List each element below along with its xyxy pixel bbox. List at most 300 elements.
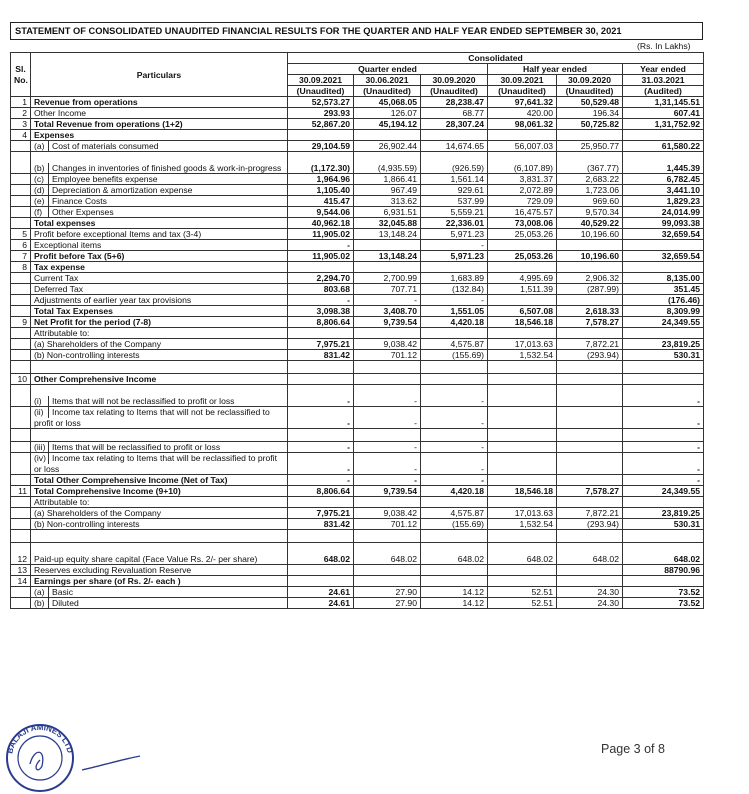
row-value-col-2 xyxy=(421,576,488,587)
row-label: Items that will be reclassified to profit or loss xyxy=(52,442,221,452)
row-value-col-2: 4,575.87 xyxy=(421,508,488,519)
year-ended-header: Year ended xyxy=(623,64,704,75)
row-value-col-5: - xyxy=(623,453,704,475)
row-value-col-4 xyxy=(557,240,623,251)
row-value-col-4: 2,618.33 xyxy=(557,306,623,317)
row-particulars xyxy=(31,141,288,152)
table-row xyxy=(11,207,704,218)
row-value-col-1 xyxy=(354,328,421,339)
row-value-col-4: 24.30 xyxy=(557,587,623,598)
row-value-col-5 xyxy=(623,530,704,543)
row-value-col-0: - xyxy=(288,453,354,475)
row-value-col-1 xyxy=(354,130,421,141)
row-value-col-2 xyxy=(421,262,488,273)
table-row xyxy=(11,497,704,508)
row-value-col-5: 32,659.54 xyxy=(623,229,704,240)
row-value-col-3: 98,061.32 xyxy=(488,119,557,130)
row-value-col-0 xyxy=(288,576,354,587)
row-particulars xyxy=(31,442,288,453)
row-particulars xyxy=(31,262,288,273)
table-row xyxy=(11,339,704,350)
row-value-col-1 xyxy=(354,374,421,385)
row-sub-index: (b) xyxy=(34,163,49,174)
row-sl-no xyxy=(11,185,31,196)
row-value-col-5: 23,819.25 xyxy=(623,339,704,350)
row-value-col-2: - xyxy=(421,442,488,453)
row-value-col-4 xyxy=(557,565,623,576)
row-value-col-1: 967.49 xyxy=(354,185,421,196)
row-value-col-0: 7,975.21 xyxy=(288,339,354,350)
row-label: Earnings per share (of Rs. 2/- each ) xyxy=(34,576,181,586)
row-sl-no: 8 xyxy=(11,262,31,273)
row-sub-index: (iv) xyxy=(34,453,49,464)
table-row xyxy=(11,385,704,407)
table-row xyxy=(11,97,704,108)
units-label: (Rs. In Lakhs) xyxy=(637,41,691,51)
row-sl-no xyxy=(11,385,31,407)
table-row xyxy=(11,317,704,328)
row-value-col-1: (4,935.59) xyxy=(354,152,421,174)
table-row xyxy=(11,284,704,295)
row-value-col-5 xyxy=(623,240,704,251)
table-row xyxy=(11,229,704,240)
row-label: Tax expense xyxy=(34,262,85,272)
row-value-col-1 xyxy=(354,576,421,587)
row-value-col-1 xyxy=(354,530,421,543)
row-value-col-3 xyxy=(488,385,557,407)
row-label: Adjustments of earlier year tax provisions xyxy=(34,295,192,305)
row-sl-no xyxy=(11,429,31,442)
table-row xyxy=(11,350,704,361)
row-sl-no xyxy=(11,587,31,598)
row-value-col-0 xyxy=(288,497,354,508)
row-sl-no xyxy=(11,196,31,207)
row-particulars xyxy=(31,273,288,284)
row-value-col-1: 27.90 xyxy=(354,587,421,598)
row-sl-no: 1 xyxy=(11,97,31,108)
row-label: Changes in inventories of finished goods & work-in-progress xyxy=(52,162,282,173)
row-value-col-1: 13,148.24 xyxy=(354,229,421,240)
row-value-col-5: - xyxy=(623,475,704,486)
row-value-col-3: 18,546.18 xyxy=(488,317,557,328)
row-value-col-4 xyxy=(557,262,623,273)
row-value-col-4: 10,196.60 xyxy=(557,251,623,262)
row-label: Other Income xyxy=(34,108,87,118)
row-value-col-3 xyxy=(488,328,557,339)
row-value-col-0: 24.61 xyxy=(288,587,354,598)
row-value-col-2: - xyxy=(421,475,488,486)
row-value-col-4: 9,570.34 xyxy=(557,207,623,218)
row-label: Profit before exceptional Items and tax (3-4) xyxy=(34,229,202,239)
row-value-col-3: 56,007.03 xyxy=(488,141,557,152)
table-row xyxy=(11,508,704,519)
row-value-col-4 xyxy=(557,530,623,543)
row-value-col-3: 25,053.26 xyxy=(488,251,557,262)
table-row xyxy=(11,174,704,185)
row-value-col-5: 61,580.22 xyxy=(623,141,704,152)
row-value-col-4: 40,529.22 xyxy=(557,218,623,229)
row-particulars xyxy=(31,295,288,306)
row-particulars xyxy=(31,350,288,361)
row-value-col-4: 969.60 xyxy=(557,196,623,207)
row-value-col-2: 1,561.14 xyxy=(421,174,488,185)
row-sl-no: 5 xyxy=(11,229,31,240)
row-value-col-1: 2,700.99 xyxy=(354,273,421,284)
row-value-col-5: 648.02 xyxy=(623,543,704,565)
row-label: Total expenses xyxy=(34,218,96,228)
company-stamp xyxy=(2,718,78,794)
row-value-col-2: 22,336.01 xyxy=(421,218,488,229)
row-value-col-1: - xyxy=(354,385,421,407)
row-value-col-0: 648.02 xyxy=(288,543,354,565)
row-particulars xyxy=(31,497,288,508)
row-sl-no xyxy=(11,207,31,218)
row-sl-no xyxy=(11,273,31,284)
row-particulars xyxy=(31,453,288,475)
row-particulars xyxy=(31,229,288,240)
row-value-col-5: 3,441.10 xyxy=(623,185,704,196)
table-row xyxy=(11,130,704,141)
row-value-col-5 xyxy=(623,429,704,442)
row-particulars xyxy=(31,97,288,108)
row-value-col-1: 648.02 xyxy=(354,543,421,565)
row-value-col-2: - xyxy=(421,453,488,475)
row-value-col-3 xyxy=(488,576,557,587)
row-value-col-4 xyxy=(557,475,623,486)
row-value-col-0: 831.42 xyxy=(288,350,354,361)
row-value-col-3: 4,995.69 xyxy=(488,273,557,284)
row-particulars xyxy=(31,385,288,407)
table-row xyxy=(11,407,704,429)
row-value-col-5 xyxy=(623,361,704,374)
row-value-col-5: - xyxy=(623,385,704,407)
table-row xyxy=(11,119,704,130)
row-value-col-1: 13,148.24 xyxy=(354,251,421,262)
row-value-col-3: 3,831.37 xyxy=(488,174,557,185)
row-value-col-1: - xyxy=(354,453,421,475)
row-value-col-2: (155.69) xyxy=(421,350,488,361)
row-value-col-5: 73.52 xyxy=(623,587,704,598)
row-value-col-0: - xyxy=(288,295,354,306)
table-row xyxy=(11,240,704,251)
table-row xyxy=(11,475,704,486)
row-value-col-5: 607.41 xyxy=(623,108,704,119)
row-particulars xyxy=(31,218,288,229)
row-value-col-3: 420.00 xyxy=(488,108,557,119)
row-value-col-4: 648.02 xyxy=(557,543,623,565)
quarter-ended-header: Quarter ended xyxy=(288,64,488,75)
row-value-col-4 xyxy=(557,453,623,475)
row-value-col-2 xyxy=(421,530,488,543)
row-value-col-0: 8,806.64 xyxy=(288,486,354,497)
column-status-4: (Unaudited) xyxy=(557,86,623,97)
row-label: Deferred Tax xyxy=(34,284,84,294)
row-label: Finance Costs xyxy=(52,196,107,206)
svg-text:BALAJI AMINES LTD: BALAJI AMINES LTD xyxy=(5,722,75,755)
row-value-col-4 xyxy=(557,442,623,453)
row-value-col-1: 126.07 xyxy=(354,108,421,119)
row-value-col-1: 1,866.41 xyxy=(354,174,421,185)
table-row xyxy=(11,295,704,306)
row-particulars xyxy=(31,475,288,486)
row-value-col-0: 803.68 xyxy=(288,284,354,295)
row-value-col-4: 1,723.06 xyxy=(557,185,623,196)
row-sl-no xyxy=(11,350,31,361)
column-date-0: 30.09.2021 xyxy=(288,75,354,86)
row-value-col-0: 831.42 xyxy=(288,519,354,530)
row-value-col-3: (6,107.89) xyxy=(488,152,557,174)
row-label: Paid-up equity share capital (Face Value Rs. 2/- per share) xyxy=(34,553,258,564)
table-row xyxy=(11,429,704,442)
row-value-col-0 xyxy=(288,130,354,141)
row-value-col-1: - xyxy=(354,442,421,453)
row-value-col-1: 45,068.05 xyxy=(354,97,421,108)
row-value-col-4 xyxy=(557,429,623,442)
row-value-col-0: - xyxy=(288,475,354,486)
row-particulars xyxy=(31,530,288,543)
particulars-header: Particulars xyxy=(31,53,288,97)
row-value-col-2: 929.61 xyxy=(421,185,488,196)
row-value-col-5 xyxy=(623,497,704,508)
row-label: Total Comprehensive Income (9+10) xyxy=(34,486,181,496)
row-sub-index: (a) xyxy=(34,587,49,597)
row-value-col-1: 701.12 xyxy=(354,350,421,361)
row-value-col-0: 293.93 xyxy=(288,108,354,119)
row-particulars xyxy=(31,130,288,141)
row-value-col-4: 196.34 xyxy=(557,108,623,119)
row-value-col-1: - xyxy=(354,295,421,306)
table-row xyxy=(11,374,704,385)
row-value-col-2: - xyxy=(421,295,488,306)
row-value-col-2: 537.99 xyxy=(421,196,488,207)
row-value-col-2 xyxy=(421,497,488,508)
row-value-col-2 xyxy=(421,429,488,442)
row-sl-no xyxy=(11,475,31,486)
signature-stroke xyxy=(80,748,170,774)
row-label: Net Profit for the period (7-8) xyxy=(34,317,151,327)
row-value-col-4 xyxy=(557,407,623,429)
row-value-col-2: - xyxy=(421,385,488,407)
table-row xyxy=(11,152,704,174)
table-row xyxy=(11,306,704,317)
row-value-col-0: 52,867.20 xyxy=(288,119,354,130)
row-value-col-4: 25,950.77 xyxy=(557,141,623,152)
row-value-col-5: (176.46) xyxy=(623,295,704,306)
row-particulars xyxy=(31,374,288,385)
row-value-col-3 xyxy=(488,240,557,251)
row-value-col-2: (132.84) xyxy=(421,284,488,295)
row-particulars xyxy=(31,207,288,218)
row-sl-no: 13 xyxy=(11,565,31,576)
column-date-5: 31.03.2021 xyxy=(623,75,704,86)
row-value-col-3: 52.51 xyxy=(488,598,557,609)
row-value-col-2: 5,971.23 xyxy=(421,229,488,240)
row-value-col-2 xyxy=(421,374,488,385)
row-value-col-0: 52,573.27 xyxy=(288,97,354,108)
row-label: (a) Shareholders of the Company xyxy=(34,508,162,518)
statement-title: STATEMENT OF CONSOLIDATED UNAUDITED FINANCIAL RESULTS FOR THE QUARTER AND HALF YEAR ENDED SEPTEMBER 30, 2021 xyxy=(10,22,703,40)
table-row xyxy=(11,519,704,530)
column-date-2: 30.09.2020 xyxy=(421,75,488,86)
row-value-col-0: 3,098.38 xyxy=(288,306,354,317)
row-value-col-3: 17,013.63 xyxy=(488,339,557,350)
row-value-col-0 xyxy=(288,429,354,442)
row-sl-no xyxy=(11,295,31,306)
row-value-col-0 xyxy=(288,262,354,273)
row-value-col-4 xyxy=(557,374,623,385)
row-value-col-2: - xyxy=(421,240,488,251)
row-sl-no: 12 xyxy=(11,543,31,565)
row-particulars xyxy=(31,407,288,429)
row-particulars xyxy=(31,576,288,587)
table-row xyxy=(11,587,704,598)
row-value-col-4 xyxy=(557,497,623,508)
row-value-col-4: 7,578.27 xyxy=(557,317,623,328)
row-value-col-5: 23,819.25 xyxy=(623,508,704,519)
row-value-col-4 xyxy=(557,295,623,306)
row-value-col-5: 1,31,752.92 xyxy=(623,119,704,130)
row-label: Cost of materials consumed xyxy=(52,141,159,151)
row-value-col-4: 2,683.22 xyxy=(557,174,623,185)
row-value-col-5: 8,135.00 xyxy=(623,273,704,284)
row-particulars xyxy=(31,317,288,328)
column-status-5: (Audited) xyxy=(623,86,704,97)
row-value-col-0: (1,172.30) xyxy=(288,152,354,174)
row-value-col-0: 7,975.21 xyxy=(288,508,354,519)
row-value-col-2: 648.02 xyxy=(421,543,488,565)
row-value-col-2: 14.12 xyxy=(421,587,488,598)
column-date-1: 30.06.2021 xyxy=(354,75,421,86)
consolidated-header: Consolidated xyxy=(288,53,704,64)
row-value-col-3: 25,053.26 xyxy=(488,229,557,240)
row-value-col-5: - xyxy=(623,442,704,453)
row-value-col-0 xyxy=(288,530,354,543)
row-value-col-0 xyxy=(288,565,354,576)
row-value-col-4: 10,196.60 xyxy=(557,229,623,240)
row-value-col-3: 6,507.08 xyxy=(488,306,557,317)
row-value-col-3 xyxy=(488,453,557,475)
row-value-col-0: 24.61 xyxy=(288,598,354,609)
row-label: Depreciation & amortization expense xyxy=(52,185,193,195)
row-sub-index: (ii) xyxy=(34,407,49,418)
column-status-2: (Unaudited) xyxy=(421,86,488,97)
row-sub-index: (d) xyxy=(34,185,49,195)
row-sl-no xyxy=(11,497,31,508)
row-particulars xyxy=(31,486,288,497)
row-value-col-4: 24.30 xyxy=(557,598,623,609)
row-value-col-5: 530.31 xyxy=(623,519,704,530)
row-value-col-0: - xyxy=(288,407,354,429)
row-value-col-0: - xyxy=(288,385,354,407)
row-value-col-4 xyxy=(557,328,623,339)
row-value-col-1 xyxy=(354,565,421,576)
row-value-col-0: 9,544.06 xyxy=(288,207,354,218)
row-value-col-5: 24,014.99 xyxy=(623,207,704,218)
row-value-col-4: (293.94) xyxy=(557,519,623,530)
row-label: Exceptional items xyxy=(34,240,102,250)
row-particulars xyxy=(31,306,288,317)
row-value-col-2: 5,559.21 xyxy=(421,207,488,218)
row-value-col-3 xyxy=(488,530,557,543)
row-value-col-3: 97,641.32 xyxy=(488,97,557,108)
row-label: Revenue from operations xyxy=(34,97,138,107)
row-value-col-1: 701.12 xyxy=(354,519,421,530)
row-sub-index: (iii) xyxy=(34,442,49,452)
row-particulars xyxy=(31,598,288,609)
row-value-col-1 xyxy=(354,429,421,442)
row-value-col-3 xyxy=(488,262,557,273)
row-value-col-4: (287.99) xyxy=(557,284,623,295)
row-value-col-5: 99,093.38 xyxy=(623,218,704,229)
table-row xyxy=(11,453,704,475)
row-value-col-5: 530.31 xyxy=(623,350,704,361)
row-value-col-5: 24,349.55 xyxy=(623,486,704,497)
row-particulars xyxy=(31,152,288,174)
row-value-col-3: 16,475.57 xyxy=(488,207,557,218)
row-value-col-3: 1,511.39 xyxy=(488,284,557,295)
row-value-col-3 xyxy=(488,407,557,429)
row-value-col-5 xyxy=(623,262,704,273)
row-value-col-2: 28,238.47 xyxy=(421,97,488,108)
row-value-col-2: 5,971.23 xyxy=(421,251,488,262)
row-value-col-3 xyxy=(488,374,557,385)
row-value-col-3 xyxy=(488,497,557,508)
row-value-col-0: - xyxy=(288,442,354,453)
row-label: (b) Non-controlling interests xyxy=(34,519,140,529)
row-value-col-1: 26,902.44 xyxy=(354,141,421,152)
row-value-col-1: 32,045.88 xyxy=(354,218,421,229)
row-label: Employee benefits expense xyxy=(52,174,158,184)
row-value-col-0: - xyxy=(288,240,354,251)
row-value-col-2: - xyxy=(421,407,488,429)
row-value-col-5 xyxy=(623,576,704,587)
row-value-col-5: 351.45 xyxy=(623,284,704,295)
row-sl-no: 3 xyxy=(11,119,31,130)
row-label: Total Revenue from operations (1+2) xyxy=(34,119,183,129)
table-row xyxy=(11,141,704,152)
column-date-4: 30.09.2020 xyxy=(557,75,623,86)
row-value-col-5 xyxy=(623,328,704,339)
row-value-col-3 xyxy=(488,475,557,486)
row-sl-no: 9 xyxy=(11,317,31,328)
row-label: Current Tax xyxy=(34,273,79,283)
row-value-col-1 xyxy=(354,497,421,508)
half-year-ended-header: Half year ended xyxy=(488,64,623,75)
row-sl-no xyxy=(11,174,31,185)
row-sl-no xyxy=(11,598,31,609)
row-value-col-2: 28,307.24 xyxy=(421,119,488,130)
row-value-col-2: 4,575.87 xyxy=(421,339,488,350)
row-value-col-1: 3,408.70 xyxy=(354,306,421,317)
row-sl-no xyxy=(11,328,31,339)
table-row xyxy=(11,328,704,339)
row-sl-no: 6 xyxy=(11,240,31,251)
row-value-col-1 xyxy=(354,361,421,374)
row-value-col-5: 8,309.99 xyxy=(623,306,704,317)
row-value-col-4: 50,529.48 xyxy=(557,97,623,108)
row-value-col-2 xyxy=(421,565,488,576)
row-value-col-4: 7,578.27 xyxy=(557,486,623,497)
row-value-col-4: 2,906.32 xyxy=(557,273,623,284)
row-label: Total Other Comprehensive Income (Net of Tax) xyxy=(34,475,228,485)
row-value-col-3: 52.51 xyxy=(488,587,557,598)
table-row xyxy=(11,361,704,374)
row-value-col-3 xyxy=(488,429,557,442)
row-value-col-5: 1,31,145.51 xyxy=(623,97,704,108)
row-sl-no xyxy=(11,284,31,295)
row-label: Profit before Tax (5+6) xyxy=(34,251,125,261)
row-sl-no xyxy=(11,339,31,350)
